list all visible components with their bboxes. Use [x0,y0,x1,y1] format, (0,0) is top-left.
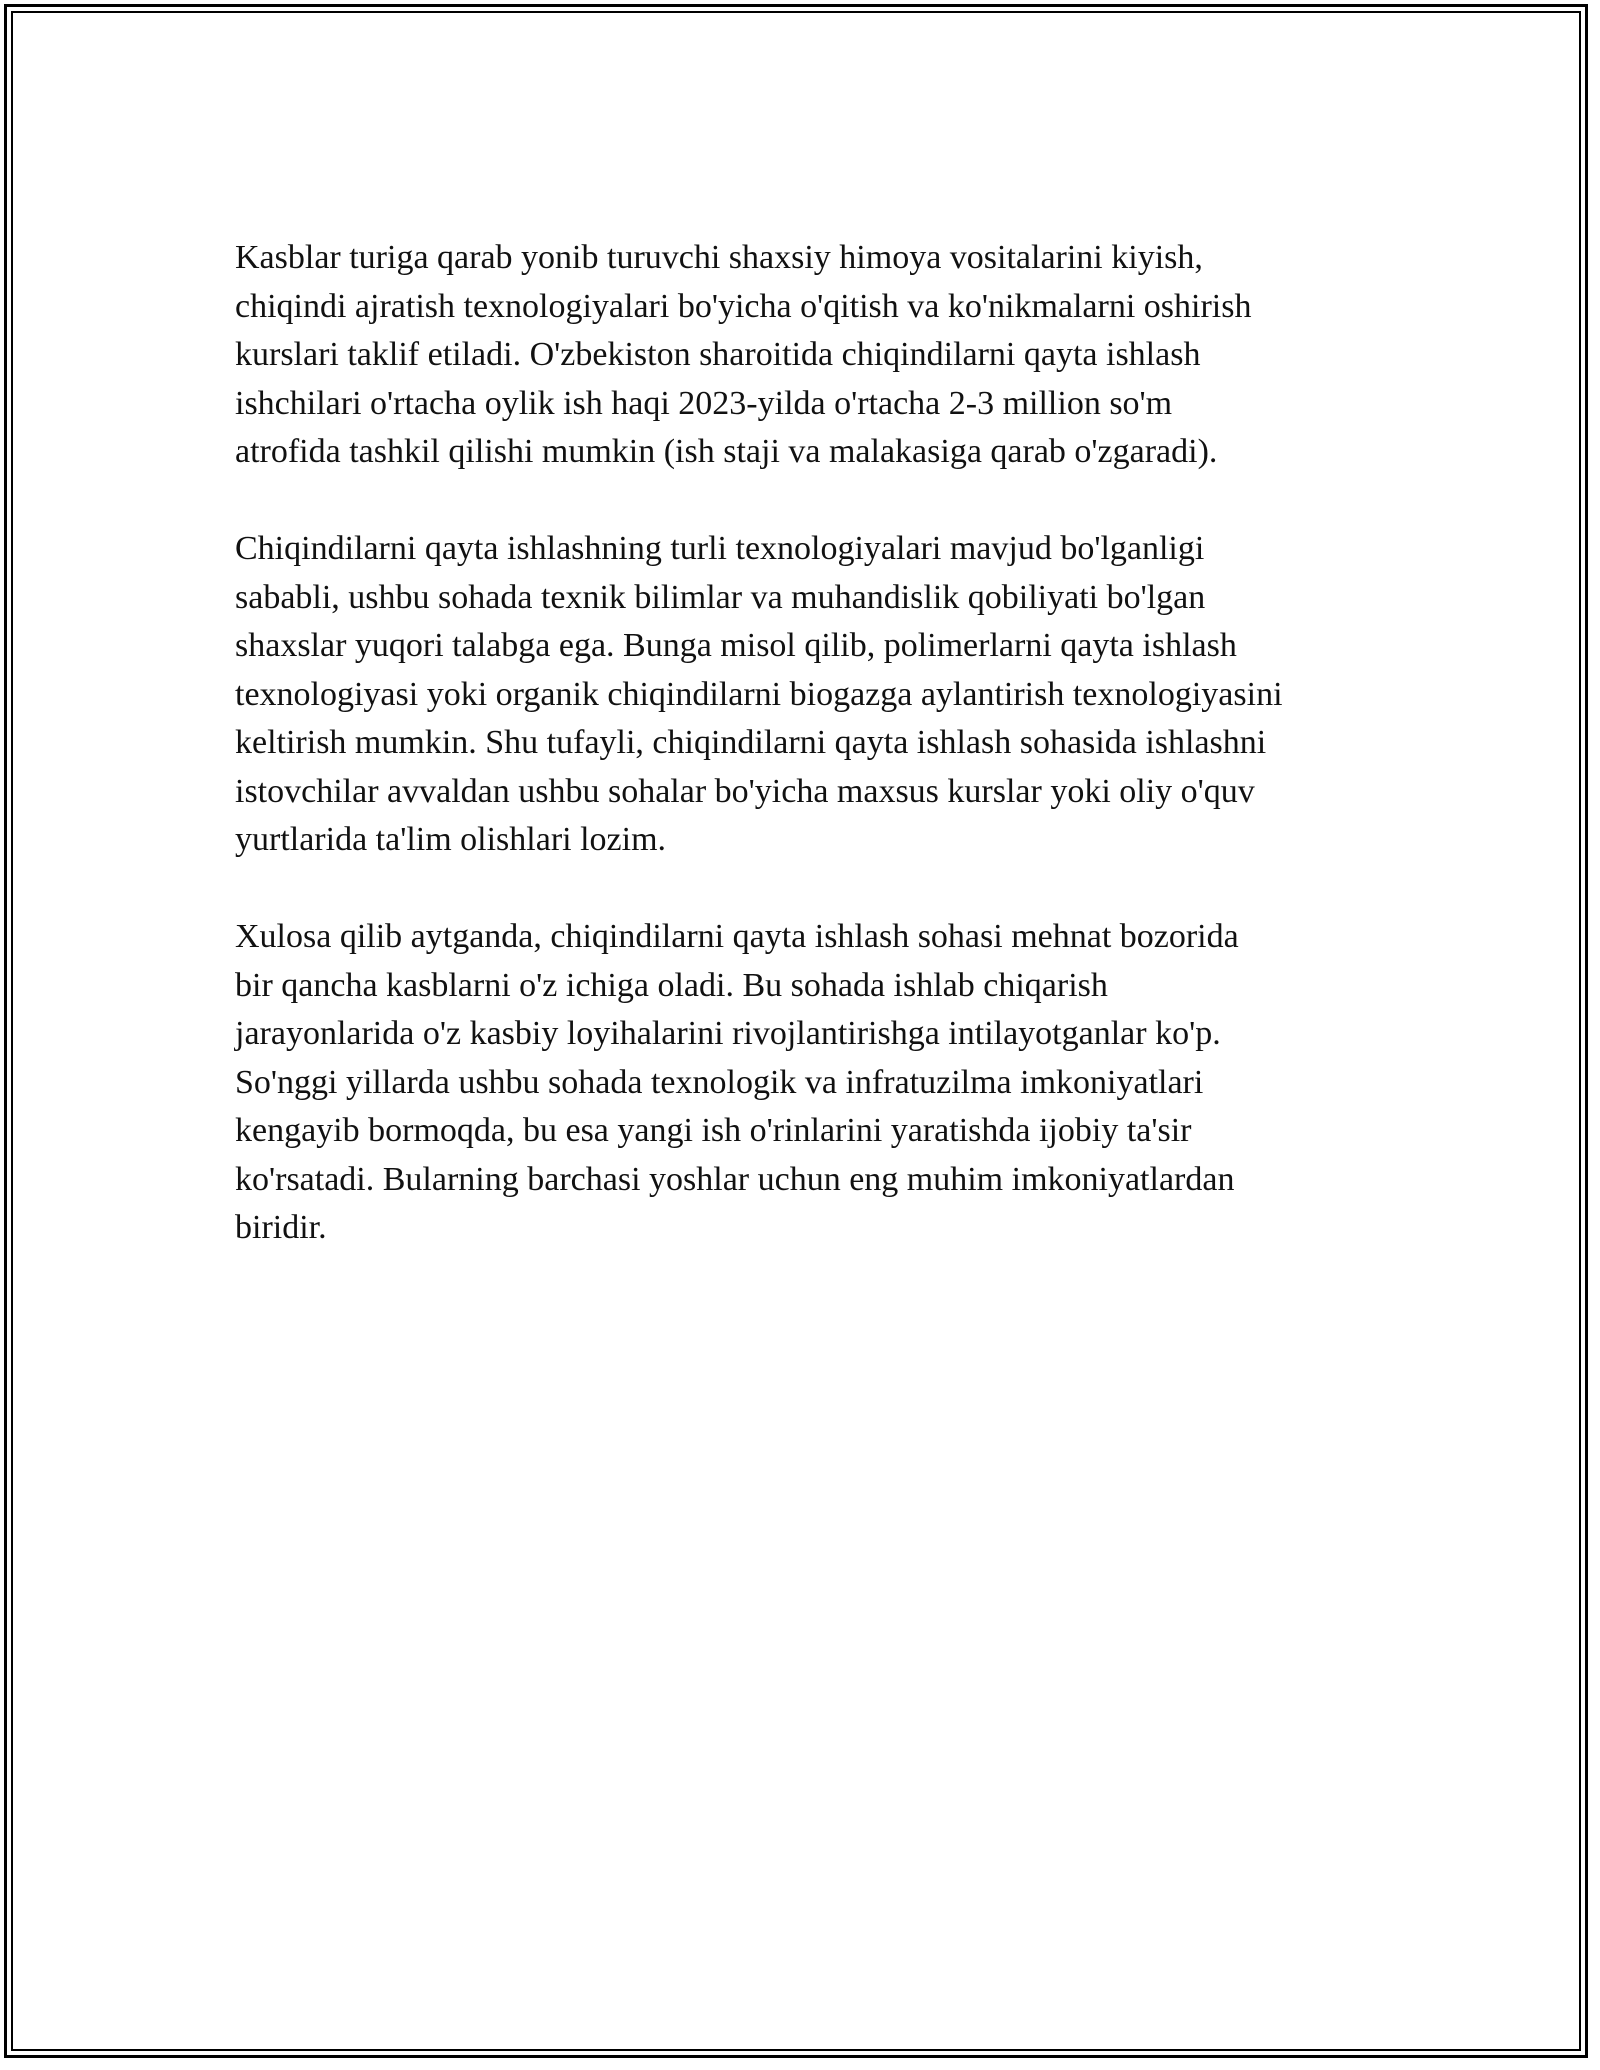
document-body [235,234,1385,1301]
paragraph-3: Xulosa qilib aytganda, chiqindilarni qayta ishlash sohasi mehnat bozorida bir qancha kasblarni o'z ichiga oladi. Bu sohada ishlab chiqarish jarayonlarida o'z kasbiy loyihalarini rivojlantirishga intilayotganlar ko'p. So'nggi yillarda ushbu sohada texnologik va infratuzilma imkoniyatlari kengayib bormoqda, bu esa yangi ish o'rinlarini yaratishda ijobiy ta'sir ko'rsatadi. Bularning barchasi yoshlar uchun eng muhim imkoniyatlardan biridir. [235,918,1239,1246]
paragraph-1: Kasblar turiga qarab yonib turuvchi shaxsiy himoya vositalarini kiyish, chiqindi ajratish texnologiyalari bo'yicha o'qitish va ko'nikmalarni oshirish kurslari taklif etiladi. O'zbekiston sharoitida chiqindilarni qayta ishlash ishchilari o'rtacha oylik ish haqi 2023-yilda o'rtacha 2-3 million so'm atrofida tashkil qilishi mumkin (ish staji va malakasiga qarab o'zgaradi). [235,239,1252,470]
paragraph-2: Chiqindilarni qayta ishlashning turli texnologiyalari mavjud bo'lganligi sababli, ushbu sohada texnik bilimlar va muhandislik qobiliyati bo'lgan shaxslar yuqori talabga ega. Bunga misol qilib, polimerlarni qayta ishlash texnologiyasi yoki organik chiqindilarni biogazga aylantirish texnologiyasini keltirish mumkin. Shu tufayli, chiqindilarni qayta ishlash sohasida ishlashni istovchilar avvaldan ushbu sohalar bo'yicha maxsus kurslar yoki oliy o'quv yurtlarida ta'lim olishlari lozim. [235,530,1283,858]
